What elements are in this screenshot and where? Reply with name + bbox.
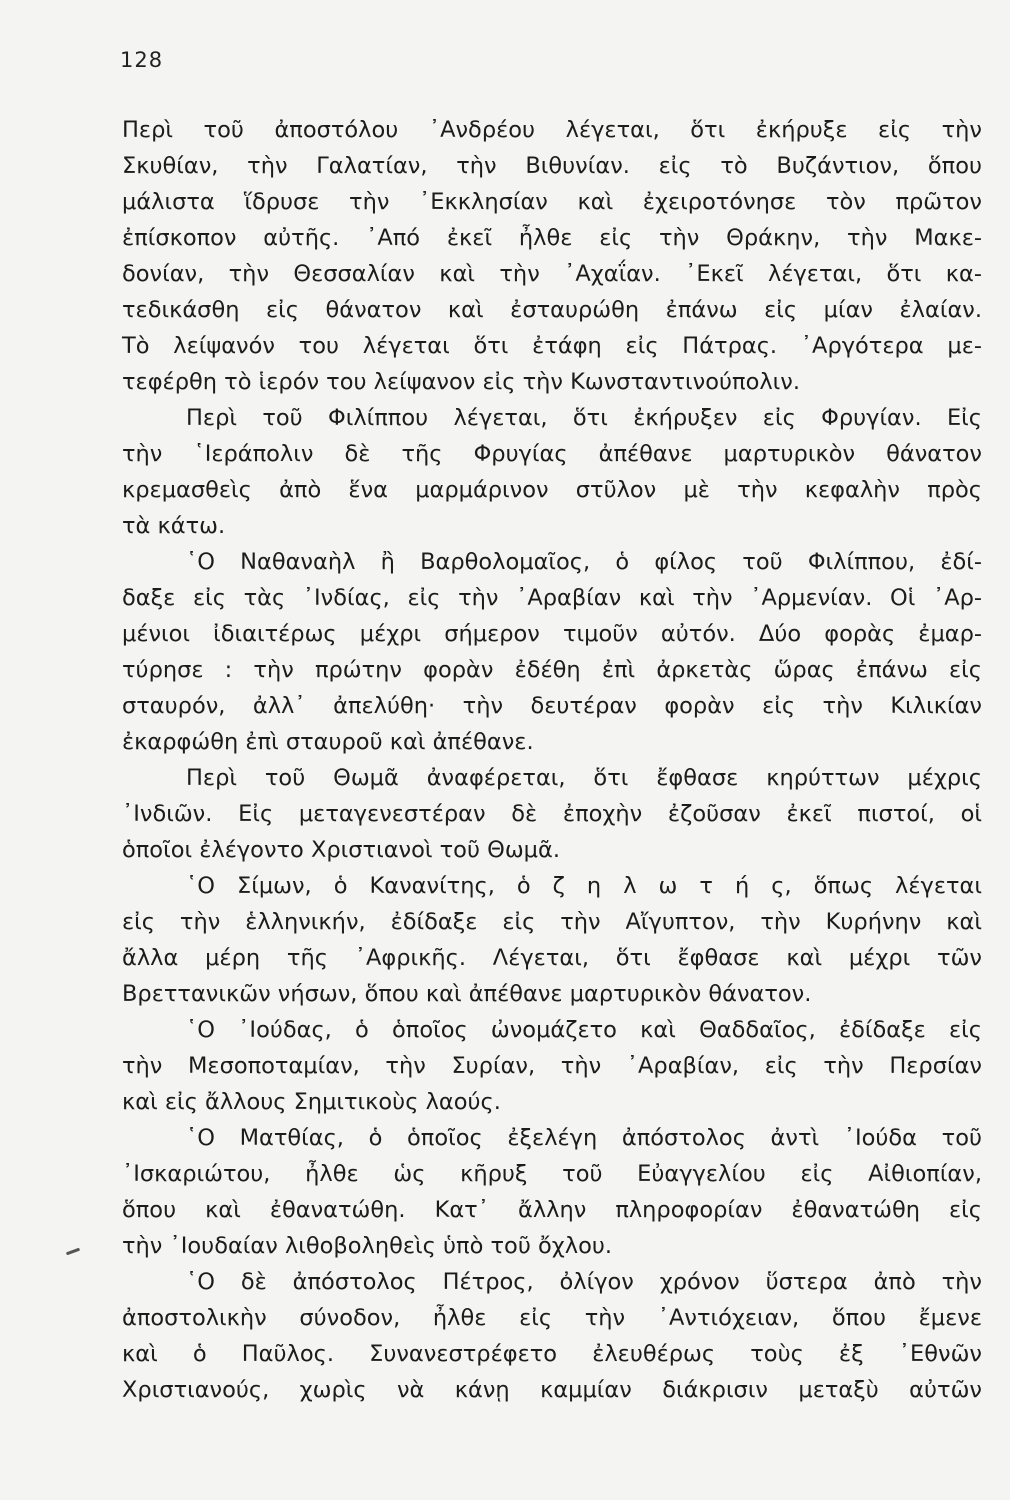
text-line: ῾Ο δὲ ἀπόστολος Πέτρος, ὀλίγον χρόνον ὕστερα ἀπὸ τὴν <box>186 1269 982 1295</box>
text-line: τύρησε : τὴν πρώτην φορὰν ἐδέθη ἐπὶ ἀρκετὰς ὥρας ἐπάνω εἰς <box>122 657 982 683</box>
text-line: δονίαν, τὴν Θεσσαλίαν καὶ τὴν ᾿Αχαΐαν. ᾿Εκεῖ λέγεται, ὅτι κα- <box>122 261 982 287</box>
text-line: τεδικάσθη εἰς θάνατον καὶ ἐσταυρώθη ἐπάνω εἰς μίαν ἐλαίαν. <box>122 297 982 323</box>
text-line: Περὶ τοῦ Θωμᾶ ἀναφέρεται, ὅτι ἔφθασε κηρύττων μέχρις <box>186 765 982 791</box>
paragraph-judas-thaddeus <box>122 1012 982 1120</box>
text-body <box>122 112 982 1408</box>
text-line: ὅπου καὶ ἐθανατώθη. Κατ᾿ ἄλλην πληροφορίαν ἐθανατώθη εἰς <box>122 1197 982 1223</box>
paragraph-bartholomew <box>122 544 982 760</box>
text-line: Χριστιανούς, χωρὶς νὰ κάνῃ καμμίαν διάκρισιν μεταξὺ αὐτῶν <box>122 1377 982 1403</box>
text-line: ῾Ο ᾿Ιούδας, ὁ ὁποῖος ὠνομάζετο καὶ Θαδδαῖος, ἐδίδαξε εἰς <box>186 1017 982 1043</box>
paragraph-philip <box>122 400 982 544</box>
text-line: ῾Ο Σίμων, ὁ Κανανίτης, ὁ ζ η λ ω τ ή ς, ὅπως λέγεται <box>186 873 982 899</box>
text-line: ῾Ο Ναθαναὴλ ἢ Βαρθολομαῖος, ὁ φίλος τοῦ Φιλίππου, ἐδί- <box>186 549 982 575</box>
text-line: Σκυθίαν, τὴν Γαλατίαν, τὴν Βιθυνίαν. εἰς τὸ Βυζάντιον, ὅπου <box>122 153 982 179</box>
text-line: ἀποστολικὴν σύνοδον, ἦλθε εἰς τὴν ᾿Αντιόχειαν, ὅπου ἔμενε <box>122 1305 982 1331</box>
text-line: δαξε εἰς τὰς ᾿Ινδίας, εἰς τὴν ᾿Αραβίαν καὶ τὴν ᾿Αρμενίαν. Οἱ ᾿Αρ- <box>122 585 982 611</box>
paragraph-thomas <box>122 760 982 868</box>
paragraph-andrew <box>122 112 982 400</box>
text-line: εἰς τὴν ἑλληνικήν, ἐδίδαξε εἰς τὴν Αἴγυπτον, τὴν Κυρήνην καὶ <box>122 909 982 935</box>
text-line: ἄλλα μέρη τῆς ᾿Αφρικῆς. Λέγεται, ὅτι ἔφθασε καὶ μέχρι τῶν <box>122 945 982 971</box>
text-line: Περὶ τοῦ ἀποστόλου ᾿Ανδρέου λέγεται, ὅτι ἐκήρυξε εἰς τὴν <box>122 117 982 143</box>
text-line: Περὶ τοῦ Φιλίππου λέγεται, ὅτι ἐκήρυξεν εἰς Φρυγίαν. Εἰς <box>186 405 982 431</box>
text-line: ἐπίσκοπον αὐτῆς. ᾿Από ἐκεῖ ἦλθε εἰς τὴν Θράκην, τὴν Μακε- <box>122 225 982 251</box>
text-line: τεφέρθη τὸ ἱερόν του λείψανον εἰς τὴν Κωνσταντινούπολιν. <box>122 369 800 395</box>
text-line: τὰ κάτω. <box>122 513 226 539</box>
text-line: ᾿Ισκαριώτου, ἦλθε ὡς κῆρυξ τοῦ Εὐαγγελίου εἰς Αἰθιοπίαν, <box>122 1161 982 1187</box>
text-line: κρεμασθεὶς ἀπὸ ἕνα μαρμάρινον στῦλον μὲ τὴν κεφαλὴν πρὸς <box>122 477 982 503</box>
page-number: 128 <box>120 48 164 72</box>
text-line: τὴν ᾿Ιουδαίαν λιθοβοληθεὶς ὑπὸ τοῦ ὄχλου. <box>122 1233 613 1259</box>
text-line: ἐκαρφώθη ἐπὶ σταυροῦ καὶ ἀπέθανε. <box>122 729 534 755</box>
text-line: μάλιστα ἵδρυσε τὴν ᾿Εκκλησίαν καὶ ἐχειροτόνησε τὸν πρῶτον <box>122 189 982 215</box>
text-line: τὴν Μεσοποταμίαν, τὴν Συρίαν, τὴν ᾿Αραβίαν, εἰς τὴν Περσίαν <box>122 1053 982 1079</box>
text-line: Τὸ λείψανόν του λέγεται ὅτι ἐτάφη εἰς Πάτρας. ᾿Αργότερα με- <box>122 333 982 359</box>
text-line: σταυρόν, ἀλλ᾿ ἀπελύθη· τὴν δευτέραν φορὰν εἰς τὴν Κιλικίαν <box>122 693 982 719</box>
paragraph-simon <box>122 868 982 1012</box>
paragraph-peter <box>122 1264 982 1408</box>
ink-mark <box>66 1248 80 1256</box>
text-line: ῾Ο Ματθίας, ὁ ὁποῖος ἐξελέγη ἀπόστολος ἀντὶ ᾿Ιούδα τοῦ <box>186 1125 982 1151</box>
paragraph-matthias <box>122 1120 982 1264</box>
text-line: ᾿Ινδιῶν. Εἰς μεταγενεστέραν δὲ ἐποχὴν ἐζοῦσαν ἐκεῖ πιστοί, οἱ <box>122 801 982 827</box>
text-line: ὁποῖοι ἐλέγοντο Χριστιανοὶ τοῦ Θωμᾶ. <box>122 837 560 863</box>
text-line: τὴν ῾Ιεράπολιν δὲ τῆς Φρυγίας ἀπέθανε μαρτυρικὸν θάνατον <box>122 441 982 467</box>
text-line: καὶ εἰς ἄλλους Σημιτικοὺς λαούς. <box>122 1089 501 1115</box>
text-line: Βρεττανικῶν νήσων, ὅπου καὶ ἀπέθανε μαρτυρικὸν θάνατον. <box>122 981 812 1007</box>
text-line: μένιοι ἰδιαιτέρως μέχρι σήμερον τιμοῦν αὐτόν. Δύο φορὰς ἐμαρ- <box>122 621 982 647</box>
text-line: καὶ ὁ Παῦλος. Συνανεστρέφετο ἐλευθέρως τοὺς ἐξ ᾿Εθνῶν <box>122 1341 982 1367</box>
